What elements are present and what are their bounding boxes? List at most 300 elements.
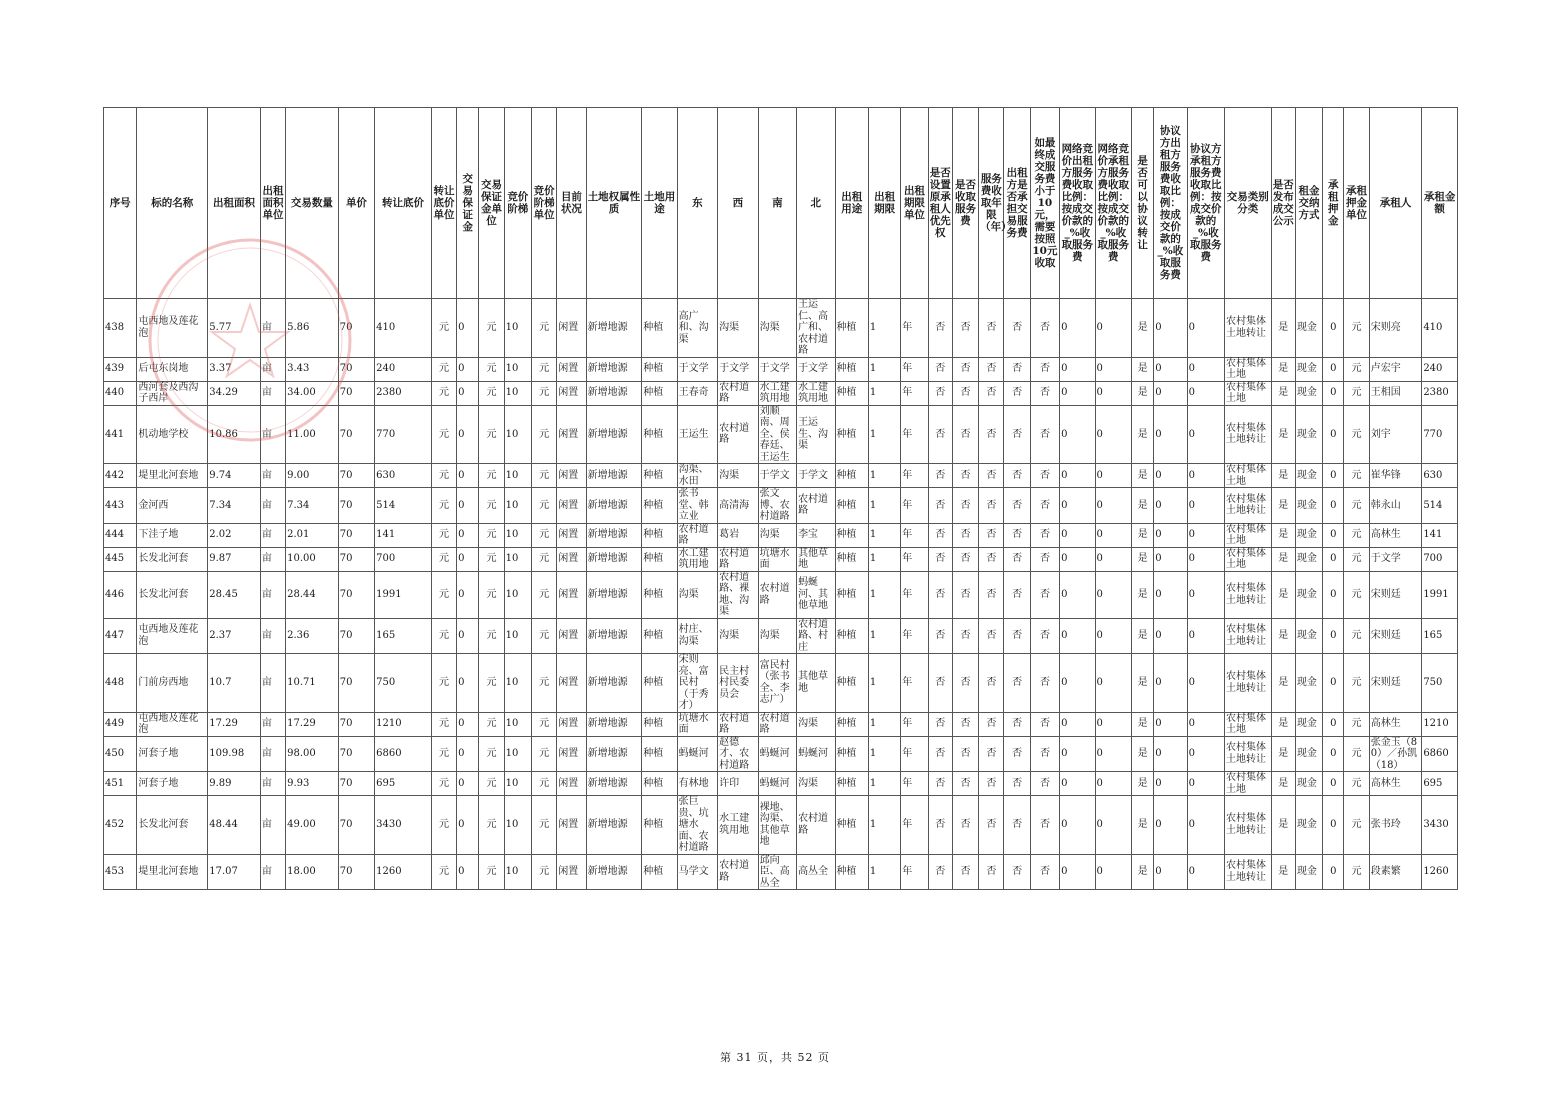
- table-cell: 闲置: [557, 523, 586, 547]
- table-cell: 元: [479, 654, 504, 713]
- table-cell: 机动地学校: [137, 405, 208, 464]
- table-cell: 否: [928, 654, 952, 713]
- table-cell: 630: [375, 464, 432, 488]
- table-cell: 农村道路: [718, 712, 758, 736]
- table-cell: 0: [1060, 488, 1095, 524]
- table-cell: 否: [979, 357, 1004, 381]
- column-header: 网络竞价出租方服务费收取比例：按成交价款的_%收取服务费: [1060, 108, 1095, 299]
- table-cell: 0: [1323, 796, 1344, 855]
- table-cell: 1: [868, 488, 900, 524]
- column-header: 土地用途: [642, 108, 677, 299]
- table-cell: 1260: [375, 854, 432, 890]
- official-seal: [140, 230, 360, 450]
- table-cell: 张书堂、韩立业: [677, 488, 717, 524]
- table-cell: 0: [1187, 736, 1224, 772]
- table-cell: 否: [1004, 618, 1030, 654]
- table-cell: 444: [104, 523, 137, 547]
- table-cell: 0: [1323, 654, 1344, 713]
- table-cell: 0: [457, 523, 479, 547]
- table-cell: 是: [1131, 712, 1153, 736]
- table-cell: 450: [104, 736, 137, 772]
- table-cell: 1260: [1422, 854, 1458, 890]
- table-cell: 449: [104, 712, 137, 736]
- table-cell: 否: [952, 464, 978, 488]
- table-cell: 新增地源: [586, 796, 642, 855]
- table-cell: 农村道路: [677, 523, 717, 547]
- table-cell: 439: [104, 357, 137, 381]
- table-cell: 700: [1422, 547, 1458, 571]
- table-cell: 0: [1095, 654, 1131, 713]
- table-cell: 刘宇: [1369, 405, 1422, 464]
- table-cell: 元: [431, 854, 456, 890]
- table-cell: 0: [1060, 357, 1095, 381]
- table-cell: 种植: [835, 357, 868, 381]
- table-cell: 10: [504, 854, 531, 890]
- table-cell: 1: [868, 299, 900, 358]
- table-cell: 蚂蜒河、其他草地: [797, 571, 835, 618]
- table-cell: 段素繁: [1369, 854, 1422, 890]
- table-cell: 农村道路: [718, 854, 758, 890]
- table-cell: 否: [1004, 381, 1030, 405]
- table-cell: 否: [1004, 571, 1030, 618]
- table-cell: 元: [479, 488, 504, 524]
- table-cell: 年: [901, 712, 928, 736]
- table-cell: 张书玲: [1369, 796, 1422, 855]
- table-cell: 年: [901, 796, 928, 855]
- table-cell: 10: [504, 571, 531, 618]
- table-cell: 否: [1004, 712, 1030, 736]
- table-cell: 是: [1131, 654, 1153, 713]
- table-cell: 451: [104, 772, 137, 796]
- table-cell: 0: [457, 618, 479, 654]
- table-cell: 34.29: [208, 381, 261, 405]
- table-cell: 新增地源: [586, 299, 642, 358]
- table-cell: 闲置: [557, 618, 586, 654]
- table-cell: 农村道路: [718, 381, 758, 405]
- table-cell: 种植: [642, 381, 677, 405]
- table-cell: 28.45: [208, 571, 261, 618]
- table-cell: 闲置: [557, 571, 586, 618]
- table-cell: 9.93: [286, 772, 339, 796]
- table-cell: 宋则廷: [1369, 654, 1422, 713]
- table-cell: 农村道路: [718, 547, 758, 571]
- table-cell: 否: [979, 299, 1004, 358]
- table-cell: 否: [952, 299, 978, 358]
- table-cell: 元: [531, 547, 556, 571]
- table-cell: 年: [901, 488, 928, 524]
- table-cell: 种植: [642, 618, 677, 654]
- table-cell: 否: [1030, 547, 1059, 571]
- table-cell: 否: [1004, 654, 1030, 713]
- table-cell: 700: [375, 547, 432, 571]
- table-cell: 裸地、沟渠、其他草地: [758, 796, 796, 855]
- table-cell: 是: [1131, 381, 1153, 405]
- table-cell: 元: [531, 464, 556, 488]
- table-row: [104, 854, 1458, 890]
- table-cell: 1210: [1422, 712, 1458, 736]
- table-cell: 亩: [260, 405, 285, 464]
- table-cell: 民主村村民委员会: [718, 654, 758, 713]
- table-cell: 葛岩: [718, 523, 758, 547]
- table-cell: 0: [1154, 712, 1187, 736]
- table-cell: 闲置: [557, 654, 586, 713]
- table-cell: 闲置: [557, 405, 586, 464]
- table-cell: 现金: [1295, 523, 1322, 547]
- table-cell: 韩永山: [1369, 488, 1422, 524]
- table-cell: 西河套及西沟子西岸: [137, 381, 208, 405]
- table-cell: 0: [1187, 571, 1224, 618]
- table-cell: 3.43: [286, 357, 339, 381]
- table-cell: 是: [1131, 523, 1153, 547]
- table-cell: 有林地: [677, 772, 717, 796]
- table-cell: 元: [431, 381, 456, 405]
- table-cell: 是: [1271, 405, 1295, 464]
- table-cell: 否: [1004, 405, 1030, 464]
- table-cell: 元: [479, 547, 504, 571]
- table-cell: 亩: [260, 299, 285, 358]
- table-cell: 9.74: [208, 464, 261, 488]
- table-cell: 农村集体土地: [1225, 464, 1272, 488]
- table-cell: 438: [104, 299, 137, 358]
- table-cell: 现金: [1295, 712, 1322, 736]
- table-cell: 闲置: [557, 357, 586, 381]
- table-cell: 否: [952, 381, 978, 405]
- table-cell: 9.00: [286, 464, 339, 488]
- table-cell: 0: [1187, 796, 1224, 855]
- table-row: [104, 772, 1458, 796]
- table-cell: 10: [504, 712, 531, 736]
- table-cell: 否: [1004, 488, 1030, 524]
- table-cell: 元: [479, 523, 504, 547]
- table-cell: 元: [531, 523, 556, 547]
- table-cell: 0: [1323, 488, 1344, 524]
- table-cell: 许印: [718, 772, 758, 796]
- table-row: [104, 736, 1458, 772]
- table-cell: 闲置: [557, 488, 586, 524]
- table-cell: 邱向臣、高丛全: [758, 854, 796, 890]
- table-cell: 元: [1344, 712, 1369, 736]
- table-cell: 10: [504, 464, 531, 488]
- table-cell: 1: [868, 464, 900, 488]
- column-header: 是否设置原承租人优先权: [928, 108, 952, 299]
- table-cell: 2.02: [208, 523, 261, 547]
- table-cell: 元: [531, 796, 556, 855]
- page-footer: 第 31 页，共 52 页: [720, 1051, 830, 1064]
- table-cell: 否: [1030, 654, 1059, 713]
- table-cell: 闲置: [557, 736, 586, 772]
- table-cell: 是: [1271, 523, 1295, 547]
- column-header: 如最终成交服务费小于10元，需要按照10元收取: [1030, 108, 1059, 299]
- table-cell: 堤里北河套地: [137, 854, 208, 890]
- table-cell: 元: [531, 772, 556, 796]
- table-cell: 2.37: [208, 618, 261, 654]
- table-cell: 否: [928, 772, 952, 796]
- table-cell: 长发北河套: [137, 571, 208, 618]
- table-cell: 0: [1095, 299, 1131, 358]
- table-cell: 沟渠: [758, 618, 796, 654]
- table-cell: 0: [1154, 488, 1187, 524]
- table-cell: 沟渠: [677, 571, 717, 618]
- table-cell: 王运仁、高广和、农村道路: [797, 299, 835, 358]
- table-cell: 年: [901, 357, 928, 381]
- table-row: [104, 488, 1458, 524]
- table-cell: 0: [457, 796, 479, 855]
- table-cell: 70: [338, 464, 374, 488]
- table-cell: 闲置: [557, 381, 586, 405]
- table-cell: 109.98: [208, 736, 261, 772]
- table-cell: 现金: [1295, 736, 1322, 772]
- table-cell: 亩: [260, 618, 285, 654]
- table-cell: 元: [531, 488, 556, 524]
- table-cell: 农村集体土地: [1225, 381, 1272, 405]
- table-cell: 750: [1422, 654, 1458, 713]
- table-cell: 宋则亮、富民村（于秀才）: [677, 654, 717, 713]
- table-cell: 是: [1131, 796, 1153, 855]
- table-cell: 否: [928, 736, 952, 772]
- table-cell: 现金: [1295, 618, 1322, 654]
- table-cell: 0: [1060, 405, 1095, 464]
- table-cell: 否: [1030, 796, 1059, 855]
- table-cell: 元: [1344, 405, 1369, 464]
- table-cell: 750: [375, 654, 432, 713]
- table-cell: 农村集体土地: [1225, 357, 1272, 381]
- table-cell: 0: [1060, 523, 1095, 547]
- table-cell: 种植: [642, 357, 677, 381]
- column-header: 承租押金单位: [1344, 108, 1369, 299]
- table-cell: 种植: [835, 796, 868, 855]
- table-cell: 0: [1323, 381, 1344, 405]
- table-cell: 种植: [642, 772, 677, 796]
- table-cell: 元: [431, 796, 456, 855]
- table-cell: 否: [1030, 299, 1059, 358]
- table-cell: 10: [504, 523, 531, 547]
- table-cell: 元: [431, 712, 456, 736]
- table-cell: 元: [431, 405, 456, 464]
- table-cell: 是: [1271, 299, 1295, 358]
- table-cell: 王运生、沟渠: [797, 405, 835, 464]
- table-cell: 种植: [835, 488, 868, 524]
- table-row: [104, 547, 1458, 571]
- table-cell: 0: [1060, 772, 1095, 796]
- table-cell: 0: [1060, 464, 1095, 488]
- table-cell: 448: [104, 654, 137, 713]
- table-cell: 否: [952, 571, 978, 618]
- table-cell: 年: [901, 736, 928, 772]
- table-row: [104, 712, 1458, 736]
- column-header: 标的名称: [137, 108, 208, 299]
- table-cell: 是: [1131, 357, 1153, 381]
- table-cell: 7.34: [208, 488, 261, 524]
- table-cell: 元: [479, 712, 504, 736]
- column-header: 网络竞价承租方服务费收取比例：按成交价款的_%收取服务费: [1095, 108, 1131, 299]
- table-cell: 新增地源: [586, 357, 642, 381]
- table-cell: 1: [868, 712, 900, 736]
- table-cell: 否: [979, 712, 1004, 736]
- column-header: 交易保证金单位: [479, 108, 504, 299]
- table-cell: 0: [1187, 488, 1224, 524]
- table-cell: 70: [338, 523, 374, 547]
- table-cell: 0: [457, 854, 479, 890]
- table-cell: 48.44: [208, 796, 261, 855]
- table-cell: 水工建筑用地: [677, 547, 717, 571]
- table-cell: 70: [338, 654, 374, 713]
- column-header: 出租面积单位: [260, 108, 285, 299]
- table-cell: 0: [1154, 464, 1187, 488]
- table-cell: 农村集体土地转让: [1225, 654, 1272, 713]
- column-header: 交易类别分类: [1225, 108, 1272, 299]
- table-cell: 农村集体土地: [1225, 712, 1272, 736]
- table-cell: 是: [1131, 736, 1153, 772]
- table-cell: 农村道路: [758, 571, 796, 618]
- table-cell: 王运生: [677, 405, 717, 464]
- table-cell: 闲置: [557, 712, 586, 736]
- table-cell: 0: [1154, 618, 1187, 654]
- table-cell: 141: [375, 523, 432, 547]
- table-cell: 770: [375, 405, 432, 464]
- table-cell: 0: [1060, 736, 1095, 772]
- table-cell: 种植: [835, 299, 868, 358]
- table-cell: 1: [868, 796, 900, 855]
- table-cell: 元: [531, 736, 556, 772]
- column-header: 东: [677, 108, 717, 299]
- table-cell: 种植: [642, 299, 677, 358]
- table-cell: 否: [952, 736, 978, 772]
- table-cell: 于文学: [677, 357, 717, 381]
- table-cell: 1: [868, 381, 900, 405]
- table-cell: 高林生: [1369, 523, 1422, 547]
- table-cell: 0: [1154, 654, 1187, 713]
- table-cell: 新增地源: [586, 381, 642, 405]
- table-cell: 0: [457, 772, 479, 796]
- table-cell: 0: [1323, 357, 1344, 381]
- table-cell: 农村集体土地转让: [1225, 488, 1272, 524]
- table-cell: 闲置: [557, 547, 586, 571]
- table-cell: 新增地源: [586, 654, 642, 713]
- table-cell: 否: [1030, 488, 1059, 524]
- table-cell: 17.29: [208, 712, 261, 736]
- table-cell: 宋则廷: [1369, 618, 1422, 654]
- table-cell: 是: [1131, 618, 1153, 654]
- table-cell: 否: [979, 654, 1004, 713]
- table-cell: 沟渠: [797, 712, 835, 736]
- table-cell: 0: [457, 405, 479, 464]
- table-cell: 0: [1060, 796, 1095, 855]
- table-cell: 141: [1422, 523, 1458, 547]
- table-cell: 否: [1030, 464, 1059, 488]
- table-cell: 70: [338, 381, 374, 405]
- table-cell: 10: [504, 772, 531, 796]
- table-cell: 0: [1323, 736, 1344, 772]
- table-cell: 元: [531, 654, 556, 713]
- table-cell: 是: [1271, 381, 1295, 405]
- table-cell: 元: [479, 381, 504, 405]
- table-cell: 年: [901, 571, 928, 618]
- table-cell: 0: [1187, 618, 1224, 654]
- table-cell: 0: [1323, 854, 1344, 890]
- table-cell: 0: [1060, 712, 1095, 736]
- table-cell: 种植: [642, 405, 677, 464]
- table-row: [104, 654, 1458, 713]
- table-cell: 0: [1187, 464, 1224, 488]
- table-cell: 0: [1060, 571, 1095, 618]
- table-cell: 否: [1004, 357, 1030, 381]
- table-cell: 0: [1060, 547, 1095, 571]
- table-cell: 张金玉（80）／孙凯（18）: [1369, 736, 1422, 772]
- table-cell: 否: [979, 464, 1004, 488]
- table-cell: 否: [1004, 736, 1030, 772]
- table-cell: 否: [1004, 772, 1030, 796]
- table-cell: 屯西地及莲花泡: [137, 712, 208, 736]
- table-cell: 1: [868, 405, 900, 464]
- table-cell: 年: [901, 618, 928, 654]
- table-cell: 元: [531, 357, 556, 381]
- table-cell: 高林生: [1369, 772, 1422, 796]
- table-cell: 0: [1187, 299, 1224, 358]
- table-cell: 是: [1131, 854, 1153, 890]
- table-cell: 农村集体土地转让: [1225, 618, 1272, 654]
- table-cell: 5.77: [208, 299, 261, 358]
- table-cell: 0: [1154, 523, 1187, 547]
- table-cell: 元: [479, 618, 504, 654]
- table-cell: 否: [952, 772, 978, 796]
- table-cell: 10: [504, 547, 531, 571]
- table-cell: 高丛全: [797, 854, 835, 890]
- table-cell: 否: [952, 357, 978, 381]
- table-cell: 0: [457, 654, 479, 713]
- table-cell: 坑塘水面: [758, 547, 796, 571]
- table-cell: 种植: [642, 488, 677, 524]
- table-cell: 元: [431, 299, 456, 358]
- table-cell: 0: [1095, 571, 1131, 618]
- table-cell: 70: [338, 488, 374, 524]
- table-cell: 元: [1344, 796, 1369, 855]
- table-cell: 现金: [1295, 772, 1322, 796]
- table-cell: 元: [1344, 523, 1369, 547]
- table-cell: 否: [979, 772, 1004, 796]
- table-cell: 现金: [1295, 571, 1322, 618]
- column-header: 南: [758, 108, 796, 299]
- column-header: 序号: [104, 108, 137, 299]
- table-cell: 0: [1095, 854, 1131, 890]
- table-cell: 种植: [835, 854, 868, 890]
- table-cell: 否: [1004, 299, 1030, 358]
- table-cell: 否: [1004, 547, 1030, 571]
- table-cell: 年: [901, 381, 928, 405]
- table-cell: 1: [868, 854, 900, 890]
- table-cell: 农村集体土地转让: [1225, 736, 1272, 772]
- table-cell: 蚂蜒河: [758, 772, 796, 796]
- table-cell: 种植: [835, 571, 868, 618]
- table-cell: 屯西地及莲花泡: [137, 299, 208, 358]
- table-cell: 沟渠: [718, 464, 758, 488]
- table-cell: 元: [1344, 464, 1369, 488]
- table-cell: 元: [431, 523, 456, 547]
- table-cell: 1: [868, 736, 900, 772]
- table-cell: 0: [1095, 464, 1131, 488]
- table-cell: 否: [979, 736, 1004, 772]
- column-header: 是否发布成交公示: [1271, 108, 1295, 299]
- table-cell: 王春奇: [677, 381, 717, 405]
- column-header: 土地权属性质: [586, 108, 642, 299]
- table-cell: 2380: [375, 381, 432, 405]
- table-cell: 亩: [260, 654, 285, 713]
- table-cell: 11.00: [286, 405, 339, 464]
- table-cell: 是: [1131, 571, 1153, 618]
- table-row: [104, 796, 1458, 855]
- table-cell: 否: [979, 488, 1004, 524]
- table-cell: 443: [104, 488, 137, 524]
- column-header: 西: [718, 108, 758, 299]
